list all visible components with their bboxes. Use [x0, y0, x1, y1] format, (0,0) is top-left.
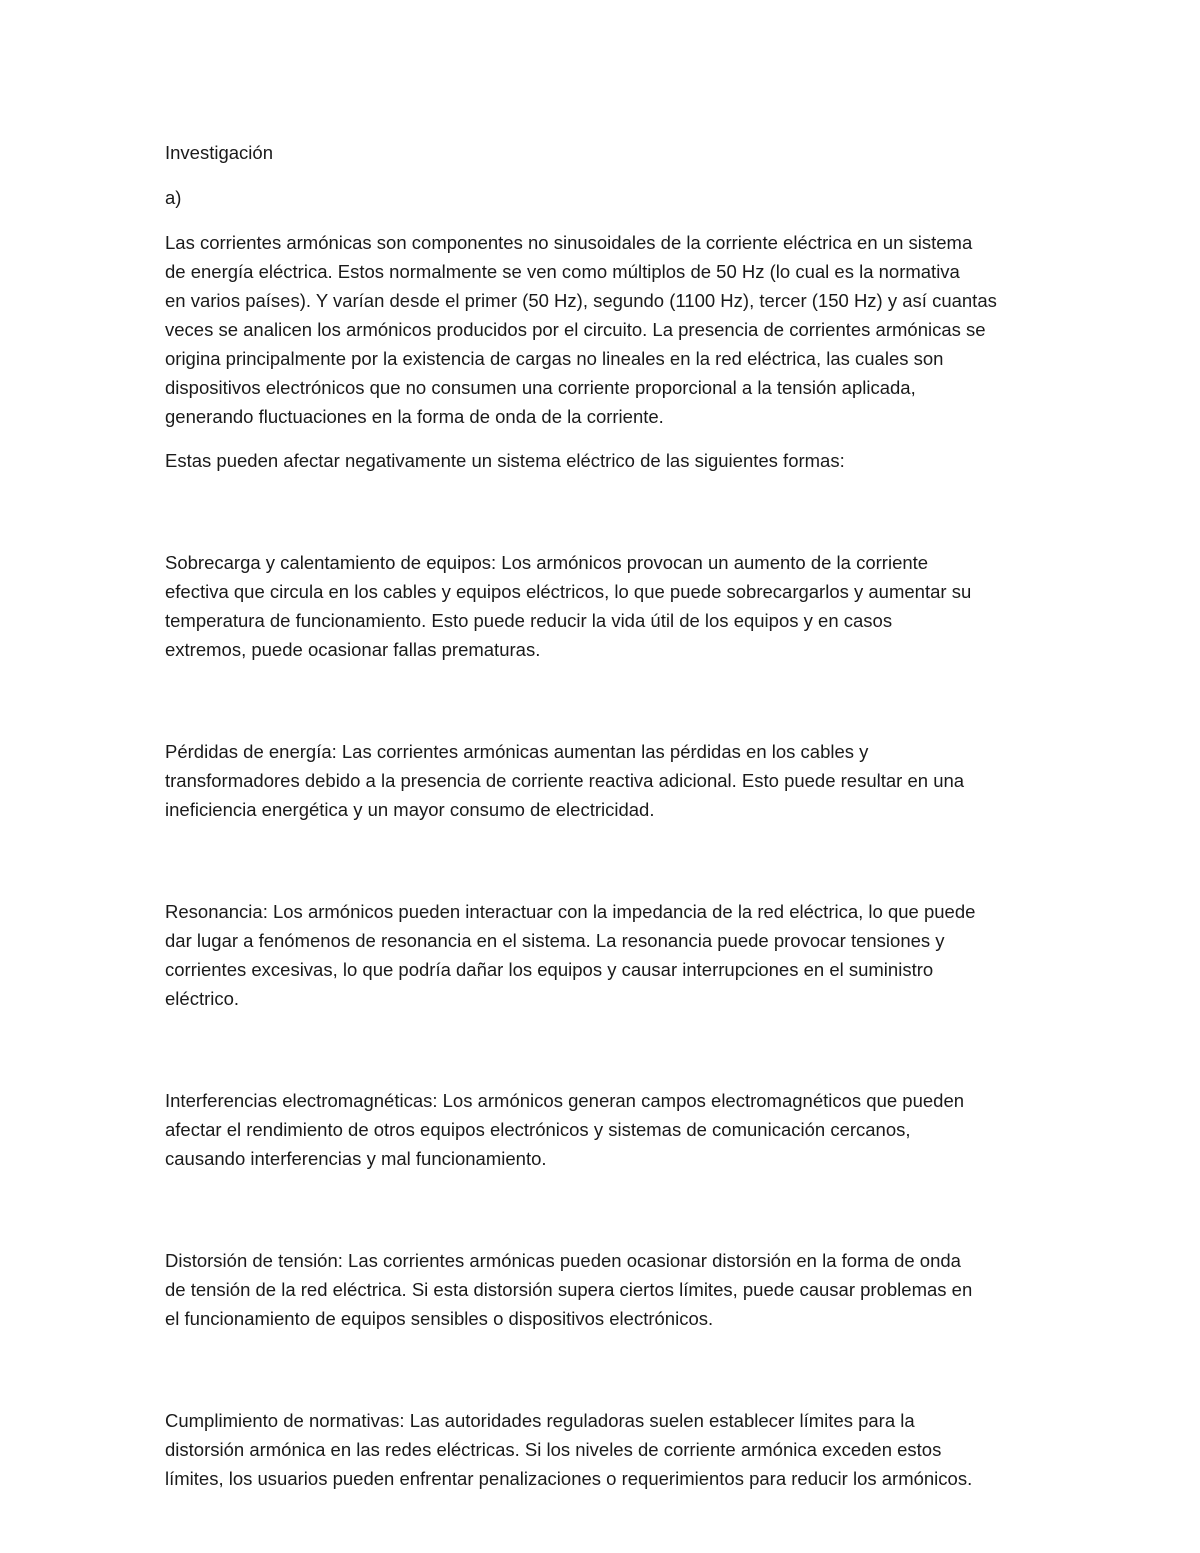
paragraph-line: extremos, puede ocasionar fallas prematuras. [165, 639, 541, 660]
paragraph-line: límites, los usuarios pueden enfrentar penalizaciones o requerimientos para reducir los armónicos. [165, 1468, 973, 1489]
paragraph-line: temperatura de funcionamiento. Esto puede reducir la vida útil de los equipos y en casos [165, 610, 893, 631]
paragraph-line: corrientes excesivas, lo que podría dañar los equipos y causar interrupciones en el suministro [165, 959, 934, 980]
effects-intro: Estas pueden afectar negativamente un sistema eléctrico de las siguientes formas: [165, 450, 845, 471]
paragraph-line: Sobrecarga y calentamiento de equipos: Los armónicos provocan un aumento de la corriente [165, 552, 929, 573]
paragraph-line: distorsión armónica en las redes eléctricas. Si los niveles de corriente armónica exceden estos [165, 1439, 942, 1460]
paragraph-line: efectiva que circula en los cables y equipos eléctricos, lo que puede sobrecargarlos y aumentar su [165, 581, 972, 602]
paragraph-line: Interferencias electromagnéticas: Los armónicos generan campos electromagnéticos que pueden [165, 1090, 965, 1111]
interference-paragraph [165, 1086, 1045, 1173]
resonance-paragraph [165, 897, 1045, 1013]
paragraph-line: origina principalmente por la existencia de cargas no lineales en la red eléctrica, las cuales son [165, 348, 944, 369]
paragraph-line: el funcionamiento de equipos sensibles o dispositivos electrónicos. [165, 1308, 714, 1329]
paragraph-line: Las corrientes armónicas son componentes no sinusoidales de la corriente eléctrica en un sistema [165, 232, 973, 253]
paragraph-line: Resonancia: Los armónicos pueden interactuar con la impedancia de la red eléctrica, lo que puede [165, 901, 976, 922]
paragraph-line: de energía eléctrica. Estos normalmente se ven como múltiplos de 50 Hz (lo cual es la normativa [165, 261, 960, 282]
paragraph-line: causando interferencias y mal funcionamiento. [165, 1148, 547, 1169]
paragraph-line: afectar el rendimiento de otros equipos electrónicos y sistemas de comunicación cercanos, [165, 1119, 911, 1140]
paragraph-line: veces se analicen los armónicos producidos por el circuito. La presencia de corrientes armónicas se [165, 319, 986, 340]
voltage-distortion-paragraph [165, 1246, 1045, 1333]
document-body [165, 138, 1045, 1493]
energy-loss-paragraph [165, 737, 1045, 824]
paragraph-line: generando fluctuaciones en la forma de onda de la corriente. [165, 406, 664, 427]
section-label: a) [165, 187, 182, 208]
paragraph-line: de tensión de la red eléctrica. Si esta distorsión supera ciertos límites, puede causar problemas en [165, 1279, 973, 1300]
intro-paragraph [165, 228, 1045, 431]
paragraph-line: Pérdidas de energía: Las corrientes armónicas aumentan las pérdidas en los cables y [165, 741, 869, 762]
overload-paragraph [165, 548, 1045, 664]
paragraph-line: dispositivos electrónicos que no consumen una corriente proporcional a la tensión aplicada, [165, 377, 916, 398]
paragraph-line: Cumplimiento de normativas: Las autoridades reguladoras suelen establecer límites para la [165, 1410, 915, 1431]
paragraph-line: transformadores debido a la presencia de corriente reactiva adicional. Esto puede resultar en una [165, 770, 965, 791]
paragraph-line: dar lugar a fenómenos de resonancia en el sistema. La resonancia puede provocar tensiones y [165, 930, 945, 951]
paragraph-line: en varios países). Y varían desde el primer (50 Hz), segundo (1100 Hz), tercer (150 Hz) y así cuantas [165, 290, 997, 311]
paragraph-line: ineficiencia energética y un mayor consumo de electricidad. [165, 799, 655, 820]
document-title: Investigación [165, 142, 273, 163]
paragraph-line: Distorsión de tensión: Las corrientes armónicas pueden ocasionar distorsión en la forma de onda [165, 1250, 961, 1271]
paragraph-line: eléctrico. [165, 988, 240, 1009]
regulations-paragraph [165, 1406, 1045, 1493]
